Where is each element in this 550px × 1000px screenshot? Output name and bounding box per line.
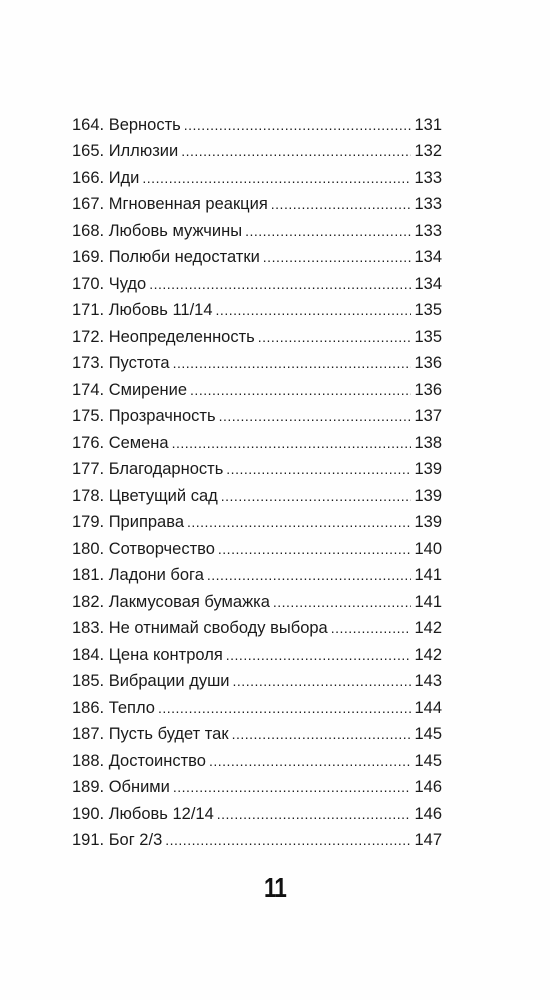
toc-entry (72, 744, 442, 771)
toc-leader-dots (258, 327, 411, 347)
toc-entry-title: 177. Благодарность (72, 460, 224, 478)
toc-entry-page: 142 (414, 619, 442, 637)
toc-leader-dots (165, 830, 411, 850)
toc-leader-dots (187, 512, 411, 532)
toc-leader-dots (217, 804, 411, 824)
toc-leader-dots (226, 645, 411, 665)
toc-entry (72, 214, 442, 241)
toc-entry (72, 188, 442, 215)
toc-entry-page: 142 (414, 645, 442, 664)
toc-entry-title: 166. Иди (72, 168, 140, 187)
toc-leader-dots (149, 274, 411, 294)
toc-entry-page: 132 (414, 142, 442, 160)
toc-entry-page: 139 (414, 486, 442, 505)
toc-leader-dots (226, 459, 411, 479)
toc-leader-dots (172, 433, 411, 453)
toc-entry-title: 190. Любовь 12/14 (72, 804, 214, 823)
toc-entry-title: 185. Вибрации души (72, 672, 230, 690)
toc-entry-title: 189. Обними (72, 778, 170, 796)
toc-leader-dots (173, 777, 411, 797)
toc-entry (72, 532, 442, 559)
toc-entry-page: 137 (414, 407, 442, 425)
toc-leader-dots (209, 751, 411, 771)
toc-entry-title: 171. Любовь 11/14 (72, 301, 213, 319)
toc-leader-dots (233, 671, 411, 691)
toc-entry-page: 133 (414, 195, 442, 213)
toc-entry-title: 180. Сотворчество (72, 539, 215, 558)
toc-entry-title: 176. Семена (72, 433, 169, 452)
toc-entry (72, 771, 442, 798)
toc-leader-dots (173, 353, 411, 373)
toc-entry-title: 178. Цветущий сад (72, 486, 218, 505)
toc-entry (72, 108, 442, 135)
toc-entry (72, 479, 442, 506)
toc-entry-title: 165. Иллюзии (72, 142, 179, 160)
toc-leader-dots (207, 565, 411, 585)
toc-entry (72, 506, 442, 533)
toc-entry-title: 170. Чудо (72, 274, 147, 293)
toc-leader-dots (181, 141, 411, 161)
toc-entry-title: 187. Пусть будет так (72, 725, 229, 743)
toc-entry (72, 585, 442, 612)
toc-entry-page: 136 (414, 380, 442, 399)
toc-entry-page: 135 (414, 301, 442, 319)
toc-leader-dots (190, 380, 411, 400)
toc-entry-page: 135 (414, 327, 442, 346)
toc-entry (72, 267, 442, 294)
toc-entry-title: 164. Верность (72, 115, 181, 134)
table-of-contents (72, 108, 442, 850)
toc-entry-title: 167. Мгновенная реакция (72, 195, 268, 213)
toc-entry-title: 179. Приправа (72, 513, 184, 531)
toc-entry-page: 136 (414, 354, 442, 372)
toc-entry (72, 241, 442, 268)
toc-entry-page: 144 (414, 698, 442, 717)
toc-entry-title: 184. Цена контроля (72, 645, 223, 664)
toc-entry-page: 133 (414, 168, 442, 187)
toc-entry (72, 638, 442, 665)
toc-leader-dots (245, 221, 411, 241)
toc-entry (72, 400, 442, 427)
toc-entry-page: 134 (414, 248, 442, 266)
toc-entry-page: 147 (414, 831, 442, 849)
toc-entry-title: 181. Ладони бога (72, 566, 204, 584)
toc-entry-page: 139 (414, 460, 442, 478)
toc-leader-dots (232, 724, 411, 744)
toc-entry-page: 146 (414, 778, 442, 796)
toc-leader-dots (219, 406, 411, 426)
toc-entry-page: 134 (414, 274, 442, 293)
toc-entry (72, 426, 442, 453)
toc-entry-page: 145 (414, 725, 442, 743)
toc-leader-dots (221, 486, 411, 506)
toc-entry-page: 140 (414, 539, 442, 558)
toc-entry-title: 172. Неопределенность (72, 327, 255, 346)
toc-entry (72, 665, 442, 692)
toc-entry (72, 161, 442, 188)
toc-entry-title: 191. Бог 2/3 (72, 831, 163, 849)
toc-entry-title: 183. Не отнимай свободу выбора (72, 619, 328, 637)
toc-entry (72, 612, 442, 639)
toc-leader-dots (271, 194, 411, 214)
toc-entry (72, 718, 442, 745)
toc-entry-page: 133 (414, 221, 442, 240)
toc-entry (72, 797, 442, 824)
toc-entry-title: 173. Пустота (72, 354, 170, 372)
toc-entry-page: 146 (414, 804, 442, 823)
page-number: 11 (263, 872, 287, 903)
toc-entry (72, 135, 442, 162)
toc-entry-title: 182. Лакмусовая бумажка (72, 592, 270, 611)
toc-entry-title: 168. Любовь мужчины (72, 221, 243, 240)
toc-entry-page: 141 (414, 566, 442, 584)
toc-entry-title: 174. Смирение (72, 380, 188, 399)
toc-leader-dots (273, 592, 411, 612)
toc-entry (72, 691, 442, 718)
toc-leader-dots (142, 168, 411, 188)
toc-entry-title: 186. Тепло (72, 698, 155, 717)
toc-leader-dots (331, 618, 411, 638)
toc-leader-dots (218, 539, 411, 559)
toc-entry-page: 141 (414, 592, 442, 611)
toc-entry-page: 143 (414, 672, 442, 690)
toc-leader-dots (184, 115, 411, 135)
toc-entry-page: 138 (414, 433, 442, 452)
toc-leader-dots (158, 698, 411, 718)
toc-entry (72, 294, 442, 321)
toc-leader-dots (263, 247, 411, 267)
toc-entry-page: 145 (414, 751, 442, 770)
toc-entry-page: 131 (414, 115, 442, 134)
toc-entry (72, 453, 442, 480)
toc-entry (72, 373, 442, 400)
toc-entry (72, 559, 442, 586)
toc-leader-dots (216, 300, 411, 320)
toc-entry (72, 347, 442, 374)
toc-entry-title: 175. Прозрачность (72, 407, 216, 425)
toc-entry (72, 320, 442, 347)
toc-entry (72, 824, 442, 851)
toc-entry-page: 139 (414, 513, 442, 531)
toc-entry-title: 169. Полюби недостатки (72, 248, 260, 266)
toc-entry-title: 188. Достоинство (72, 751, 206, 770)
